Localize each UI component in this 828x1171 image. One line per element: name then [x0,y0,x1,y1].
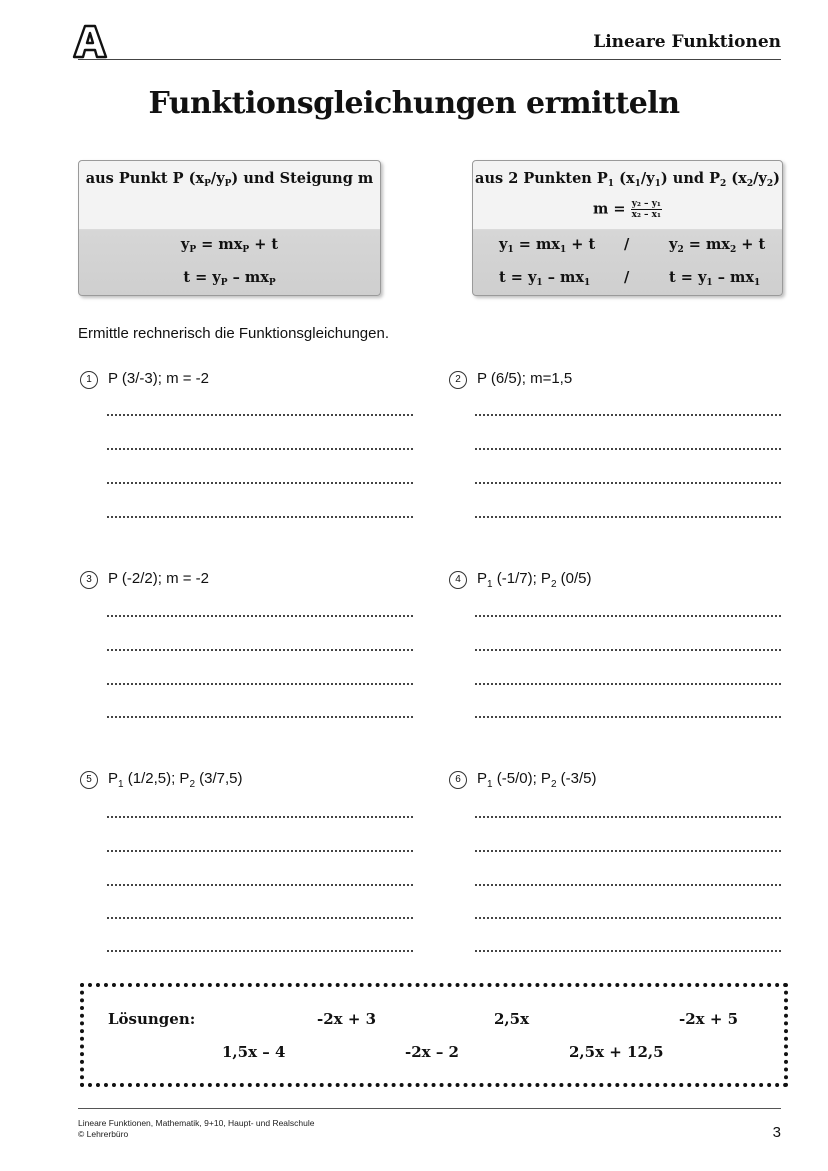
task-text: P (-2/2); m = -2 [108,570,210,587]
formula-box-point-slope [78,160,381,296]
formula-separator: / [624,236,630,253]
solution-item: -2x + 3 [317,1010,377,1028]
answer-line[interactable] [107,482,413,484]
answer-line[interactable] [475,683,781,685]
answer-line[interactable] [475,884,781,886]
footer-line: Lineare Funktionen, Mathematik, 9+10, Haupt- und Realschule [78,1118,315,1128]
answer-line[interactable] [107,448,413,450]
formula-y2-equation: $y_2 = mx_2 + t$ [669,236,766,255]
task-text: P (6/5); m=1,5 [477,370,573,387]
solution-item: 2,5x [494,1010,530,1028]
task-number-badge: 6 [449,771,467,789]
task-text: $P_1$ (1/2,5); $P_2$ (3/7,5) [108,770,243,790]
task-1 [80,370,209,389]
page-title: Funktionsgleichungen ermitteln [148,86,680,121]
task-4 [449,570,592,590]
task-number-badge: 1 [80,371,98,389]
answer-line[interactable] [107,850,413,852]
task-3 [80,570,209,589]
task-6 [449,770,597,790]
formula-box-heading: aus 2 Punkten $P_1$ $(x_1/y_1)$ und $P_2$ $(x_2/y_2)$ [475,170,780,189]
answer-line[interactable] [475,950,781,952]
formula-box-heading: aus Punkt P $(x_P/y_P)$ und Steigung m [85,170,374,189]
answer-line[interactable] [107,649,413,651]
solution-item: 1,5x – 4 [222,1043,286,1061]
publisher-logo-icon [72,24,108,60]
answer-line[interactable] [107,950,413,952]
solutions-label: Lösungen: [108,1010,196,1028]
solution-item: 2,5x + 12,5 [569,1043,664,1061]
task-number-badge: 2 [449,371,467,389]
instruction-text: Ermittle rechnerisch die Funktionsgleichungen. [78,325,389,342]
answer-line[interactable] [475,448,781,450]
formula-y1-equation: $y_1 = mx_1 + t$ [499,236,596,255]
answer-line[interactable] [107,414,413,416]
task-2 [449,370,572,389]
answer-line[interactable] [107,516,413,518]
solution-item: -2x – 2 [405,1043,459,1061]
answer-line[interactable] [475,917,781,919]
answer-line[interactable] [107,816,413,818]
formula-box-two-points [472,160,783,296]
answer-line[interactable] [475,516,781,518]
formula-t-equation-left: $t = y_1 - mx_1$ [499,269,591,288]
task-number-badge: 5 [80,771,98,789]
footer-info [78,1118,315,1140]
task-number-badge: 3 [80,571,98,589]
answer-line[interactable] [107,615,413,617]
solution-item: -2x + 5 [679,1010,739,1028]
task-text: P (3/-3); m = -2 [108,370,210,387]
task-text: $P_1$ (-5/0); $P_2$ (-3/5) [477,770,597,790]
answer-line[interactable] [475,414,781,416]
topic-title: Lineare Funktionen [593,32,781,52]
answer-line[interactable] [475,816,781,818]
answer-line[interactable] [107,716,413,718]
formula-separator: / [624,269,630,286]
solutions-box [80,983,788,1087]
task-text: $P_1$ (-1/7); $P_2$ (0/5) [477,570,592,590]
page-number: 3 [772,1124,781,1141]
slope-formula: m = $\frac{\text{y₂ – y₁}}{\text{x₂ – x₁}}$ [593,199,661,220]
answer-line[interactable] [475,649,781,651]
answer-line[interactable] [107,917,413,919]
answer-line[interactable] [475,850,781,852]
answer-line[interactable] [107,683,413,685]
answer-line[interactable] [107,884,413,886]
answer-line[interactable] [475,615,781,617]
answer-line[interactable] [475,482,781,484]
header-divider [78,59,781,60]
footer-divider [78,1108,781,1109]
formula-t-equation: $t = y_P - mx_P$ [183,269,276,288]
footer-copyright: © Lehrerbüro [78,1129,129,1139]
task-number-badge: 4 [449,571,467,589]
formula-t-equation-right: $t = y_1 - mx_1$ [669,269,761,288]
task-5 [80,770,243,790]
answer-line[interactable] [475,716,781,718]
formula-y-equation: $y_P = mx_P + t$ [180,236,279,255]
